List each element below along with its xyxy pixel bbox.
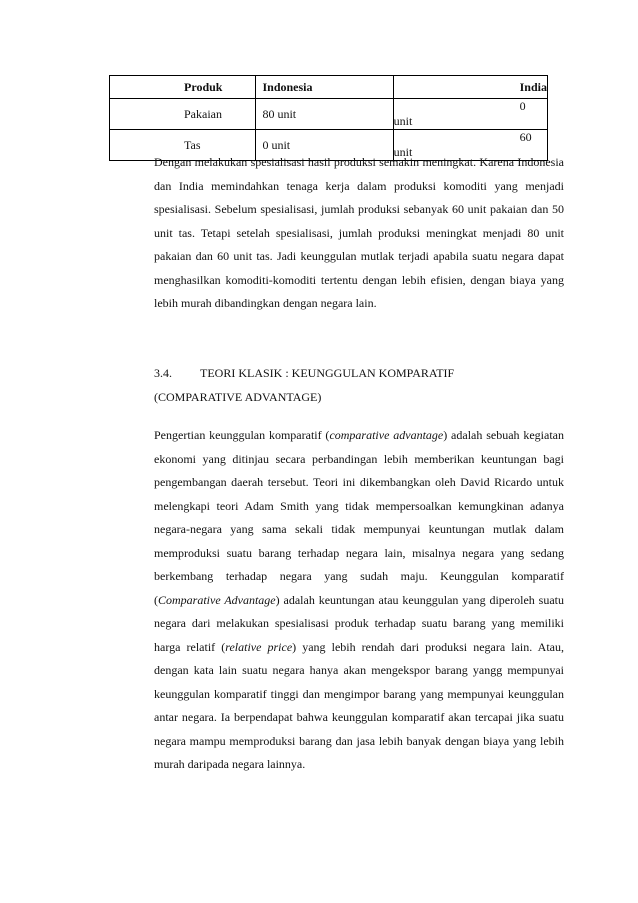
italic-term: comparative advantage: [329, 428, 444, 442]
italic-term: Comparative Advantage: [158, 592, 276, 607]
text-span: ) adalah sebuah kegiatan ekonomi yang ditinjau secara perbandingan lebih memberikan keuntungan bagi pengembangan daerah tersebut. Teori ini dikembangkan oleh David Ricardo untuk melengkapi teori Adam Smith yang tidak mempersoalkan kemungkinan adanya negara-negara yang sama sekali tidak mempunyai keuntungan mutlak dalam memproduksi suatu barang terhadap negara lain, misalnya negara yang sedang berkembang terhadap negara yang sudah maju. Keunggulan komparatif (: [154, 428, 564, 607]
cell-text: 0 unit: [262, 137, 291, 152]
section-number: 3.4.: [154, 366, 172, 380]
table-cell: [256, 99, 393, 130]
cell-text: 0 unit: [393, 99, 526, 128]
section-title: TEORI KLASIK : KEUNGGULAN KOMPARATIF: [200, 366, 455, 380]
paragraph-comparative-advantage: [154, 424, 564, 777]
table-header-row: [110, 76, 548, 99]
header-produk: [110, 76, 256, 99]
table-row: [110, 99, 548, 130]
cell-text: 80 unit: [262, 106, 297, 121]
italic-term: relative price: [225, 639, 293, 654]
text-span: Pengertian keunggulan komparatif (: [154, 428, 330, 442]
cell-text: 60 unit: [393, 130, 532, 159]
paragraph-specialization: Dengan melakukan spesialisasi hasil produksi semakin meningkat. Karena Indonesia dan India memindahkan tenaga kerja dalam produksi komoditi yang menjadi spesialisasi. Sebelum spesialisasi, jumlah produksi sebanyak 60 unit pakaian dan 50 unit tas. Tetapi setelah spesialisasi, jumlah produksi meningkat menjadi 80 unit pakaian dan 60 unit tas. Jadi keunggulan mutlak terjadi apabila suatu negara dapat menghasilkan komoditi-komoditi tertentu dengan lebih efisien, dengan biaya yang lebih murah dibandingkan dengan negara lain.: [154, 155, 564, 310]
header-indonesia: [256, 76, 393, 99]
cell-text: Tas: [184, 137, 201, 152]
header-label: Produk: [184, 79, 223, 94]
section-heading-line2: (COMPARATIVE ADVANTAGE): [154, 389, 322, 404]
cell-text: Pakaian: [184, 106, 222, 121]
production-table: [109, 75, 548, 161]
header-label: India: [519, 79, 547, 94]
header-label: Indonesia: [262, 79, 313, 94]
text-span: ) adalah keuntungan atau keunggulan yang diperoleh suatu negara dari melakukan spesialisasi produk terhadap suatu barang yang memiliki harga relatif (: [154, 592, 564, 654]
text-span: ) yang lebih rendah dari produksi negara lain. Atau, dengan kata lain suatu negara hanya akan mengekspor barang yangg mempunyai keunggulan komparatif tinggi dan mengimpor barang yang mempunyai keunggulan antar negara. Ia berpendapat bahwa keunggulan komparatif akan tercapai jika suatu negara mampu memproduksi barang dan jasa lebih banyak dengan biaya yang lebih murah daripada negara lainnya.: [154, 639, 564, 771]
section-heading: [154, 362, 564, 409]
table-cell: [393, 99, 547, 130]
table-cell: [110, 99, 256, 130]
section-heading-line1: [154, 362, 564, 386]
header-india: [393, 76, 547, 99]
